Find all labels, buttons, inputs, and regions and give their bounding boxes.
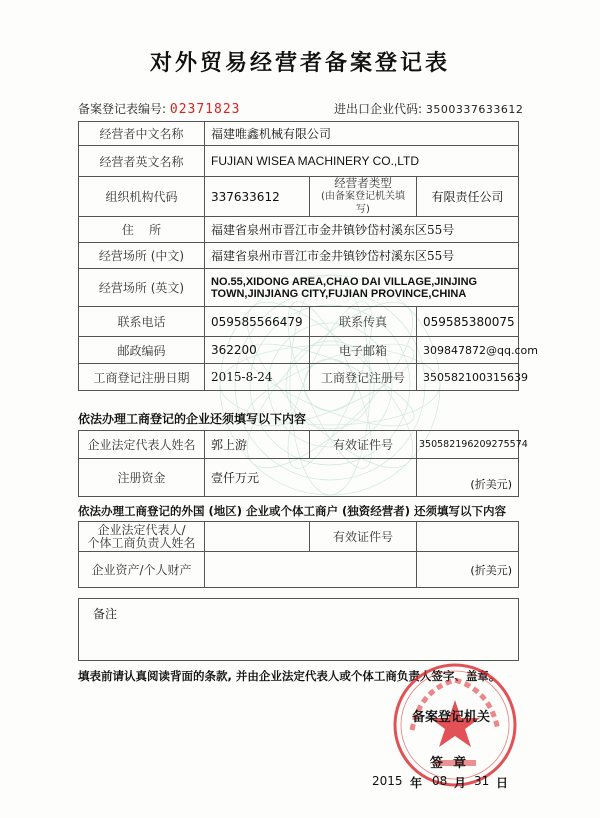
capital-value bbox=[205, 459, 417, 497]
capital-text: 壹仟万元 bbox=[211, 471, 260, 485]
cn-name-label: 经营者中文名称 bbox=[79, 122, 205, 146]
premises-cn-value bbox=[205, 243, 519, 269]
phone-value: 059585566479 bbox=[205, 307, 310, 337]
en-name-value: FUJIAN WISEA MACHINERY CO.,LTD bbox=[205, 146, 519, 177]
reg-number-value: 02371823 bbox=[169, 102, 241, 117]
org-code-value: 337633612 bbox=[205, 177, 310, 217]
reg-number-label: 备案登记表编号: bbox=[78, 102, 167, 116]
ic-date-text: 2015-8-24 bbox=[211, 370, 273, 384]
foreign-rep-label-line2: 个体工商负责人姓名 bbox=[87, 535, 196, 550]
ic-no-value: 350582100315639 bbox=[417, 364, 519, 391]
phone-label: 联系电话 bbox=[79, 307, 205, 337]
foreign-rep-id-value bbox=[417, 522, 519, 552]
date-month: 08 bbox=[432, 774, 448, 788]
ic-no-label: 工商登记注册号 bbox=[310, 364, 417, 391]
date-day-char-text: 日 bbox=[496, 776, 509, 790]
footer-notice: 填表前请认真阅读背面的条款, 并由企业法定代表人或个体工商负责人签字、盖章。 bbox=[78, 669, 501, 683]
date-day: 31 bbox=[474, 774, 490, 788]
premises-cn-label: 经营场所 (中文) bbox=[79, 243, 205, 269]
date-year-char-text: 年 bbox=[410, 776, 423, 790]
table-row bbox=[79, 217, 519, 243]
legal-rep-id-value: 350582196209275574 bbox=[417, 431, 519, 459]
table-row bbox=[79, 552, 519, 588]
foreign-rep-value bbox=[205, 522, 310, 552]
foreign-rep-label-line1: 企业法定代表人/ bbox=[97, 522, 186, 537]
assets-value bbox=[205, 552, 417, 588]
authority-label: 备案登记机关 bbox=[412, 710, 491, 725]
premises-cn-text: 福建省泉州市晋江市金井镇钞岱村溪东区55号 bbox=[211, 249, 455, 263]
section2-heading: 依法办理工商登记的外国 (地区) 企业或个体工商户 (独资经营者) 还须填写以下内容 bbox=[78, 504, 507, 518]
table-row bbox=[79, 122, 519, 146]
business-type-label-sub: (由备案登记机关填写) bbox=[321, 191, 405, 215]
table-row bbox=[79, 307, 519, 337]
en-name-label: 经营者英文名称 bbox=[79, 146, 205, 177]
capital-label: 注册资金 bbox=[79, 459, 205, 497]
premises-en-label: 经营场所 (英文) bbox=[79, 269, 205, 307]
foreign-rep-label bbox=[79, 522, 205, 552]
legal-rep-text: 郭上游 bbox=[211, 438, 248, 452]
address-label: 住 所 bbox=[79, 217, 205, 243]
org-code-label: 组织机构代码 bbox=[79, 177, 205, 217]
table-row bbox=[79, 337, 519, 364]
signature-seal-label: 签章 bbox=[430, 756, 477, 771]
date-month-char bbox=[454, 774, 466, 791]
fax-value: 059585380075 bbox=[417, 307, 519, 337]
section1-table bbox=[78, 430, 528, 497]
assets-usd-unit: (折美元) bbox=[417, 552, 519, 588]
business-type-value: 有限责任公司 bbox=[417, 177, 519, 217]
remarks-cell bbox=[79, 599, 519, 661]
postcode-value: 362200 bbox=[205, 337, 310, 364]
table-row bbox=[79, 459, 519, 497]
business-type-label bbox=[310, 177, 417, 217]
ic-date-value bbox=[205, 364, 310, 391]
address-text: 福建省泉州市晋江市金井镇钞岱村溪东区55号 bbox=[211, 223, 455, 237]
date-year-char bbox=[410, 774, 422, 791]
remarks-table bbox=[78, 598, 519, 661]
table-row bbox=[79, 522, 519, 552]
table-row bbox=[79, 243, 519, 269]
ie-code-label: 进出口企业代码: bbox=[334, 102, 423, 116]
foreign-rep-id-label: 有效证件号 bbox=[310, 522, 417, 552]
business-type-label-main: 经营者类型 bbox=[334, 176, 392, 190]
ie-code-value: 3500337633612 bbox=[425, 103, 524, 116]
premises-en-line2: TOWN,JINJIANG CITY,FUJIAN PROVINCE,CHINA bbox=[211, 287, 467, 300]
cn-name-value: 福建唯鑫机械有限公司 bbox=[205, 122, 519, 146]
premises-en-value bbox=[205, 269, 519, 307]
legal-rep-value bbox=[205, 431, 310, 459]
table-row bbox=[79, 177, 519, 217]
assets-label: 企业资产/个人财产 bbox=[79, 552, 205, 588]
main-info-table bbox=[78, 121, 538, 391]
postcode-label: 邮政编码 bbox=[79, 337, 205, 364]
table-row bbox=[79, 599, 519, 661]
address-value bbox=[205, 217, 519, 243]
section1-heading: 依法办理工商登记的企业还须填写以下内容 bbox=[78, 412, 307, 426]
legal-rep-id-label: 有效证件号 bbox=[310, 431, 417, 459]
remarks-label: 备注 bbox=[93, 607, 118, 621]
email-value: 309847872@qq.com bbox=[417, 337, 519, 364]
date-year: 2015 bbox=[372, 774, 403, 788]
email-label: 电子邮箱 bbox=[310, 337, 417, 364]
capital-usd-unit: (折美元) bbox=[417, 459, 519, 497]
date-month-char-text: 月 bbox=[454, 776, 467, 790]
table-row bbox=[79, 269, 519, 307]
form-title: 对外贸易经营者备案登记表 bbox=[149, 51, 450, 76]
table-row bbox=[79, 364, 519, 391]
table-row bbox=[79, 431, 519, 459]
section2-table bbox=[78, 521, 519, 588]
legal-rep-label: 企业法定代表人姓名 bbox=[79, 431, 205, 459]
fax-label: 联系传真 bbox=[310, 307, 417, 337]
table-row bbox=[79, 146, 519, 177]
date-day-char bbox=[496, 774, 508, 791]
premises-en-line1: NO.55,XIDONG AREA,CHAO DAI VILLAGE,JINJING bbox=[211, 275, 478, 288]
ic-date-label: 工商登记注册日期 bbox=[79, 364, 205, 391]
ie-code-block bbox=[334, 100, 523, 117]
reg-number-block bbox=[78, 100, 241, 117]
